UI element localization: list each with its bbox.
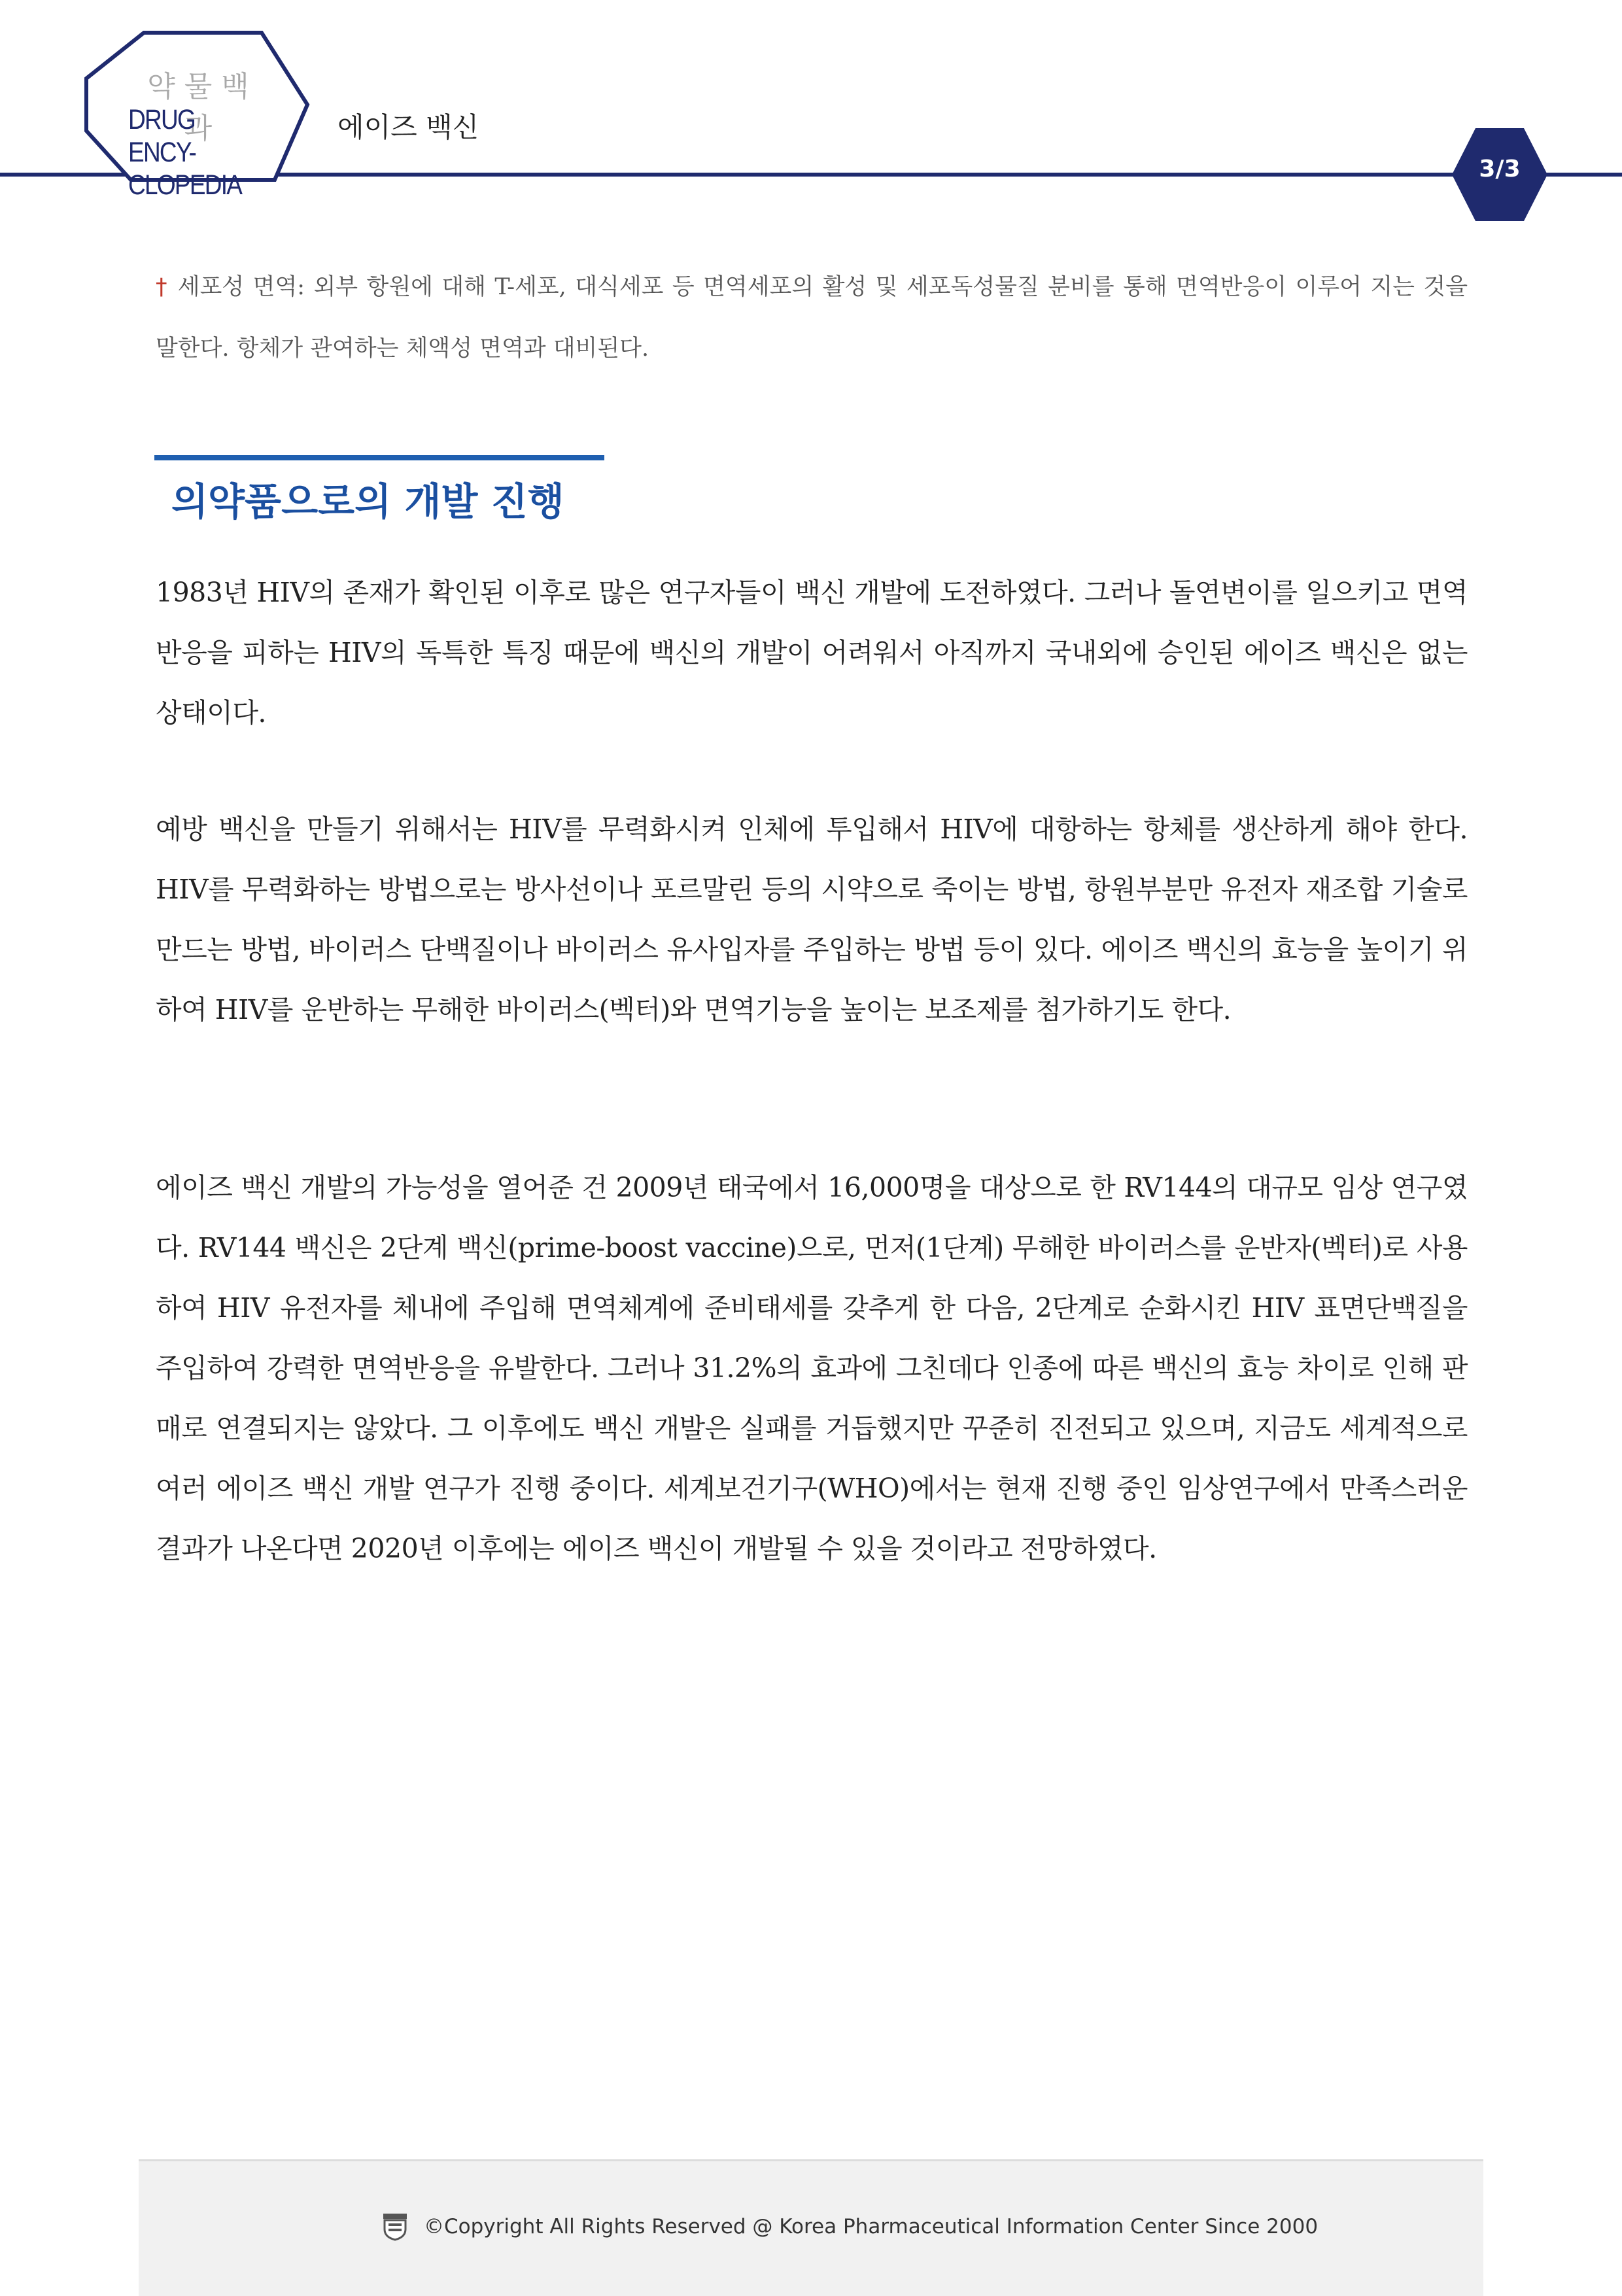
footer [139,2159,1483,2296]
page-indicator: 3/3 [1479,156,1521,182]
body-paragraph-2: 예방 백신을 만들기 위해서는 HIV를 무력화시켜 인체에 투입해서 HIV에 대항하는 항체를 생산하게 해야 한다. HIV를 무력화하는 방법으로는 방사선이나 포르말린 등의 시약으로 죽이는 방법, 항원부분만 유전자 재조합 기술로 만드는 방법, 바이러스 단백질이나 바이러스 유사입자를 주입하는 방법 등이 있다. 에이즈 백신의 효능을 높이기 위하여 HIV를 운반하는 무해한 바이러스(벡터)와 면역기능을 높이는 보조제를 첨가하기도 한다. [156,814,1468,1025]
section-title-bar [154,455,604,460]
copyright-text: ©Copyright All Rights Reserved @ Korea Pharmaceutical Information Center Since 2000 [424,2215,1319,2238]
footnote-text: 세포성 면역: 외부 항원에 대해 T-세포, 대식세포 등 면역세포의 활성 및 세포독성물질 분비를 통해 면역반응이 이루어 지는 것을 말한다. 항체가 관여하는 체액성 면역과 대비된다. [156,274,1468,362]
document-title: 에이즈 백신 [337,111,479,143]
kpic-shield-icon [382,2212,408,2241]
logo-english-line1: DRUG ENCY- [128,104,196,168]
dagger-symbol: † [156,274,169,300]
body-paragraph-3: 에이즈 백신 개발의 가능성을 열어준 건 2009년 태국에서 16,000명을 대상으로 한 RV144의 대규모 임상 연구였다. RV144 백신은 2단계 백신(prime-boost vaccine)으로, 먼저(1단계) 무해한 바이러스를 운반자(벡터)로 사용하여 HIV 유전자를 체내에 주입해 면역체계에 준비태세를 갖추게 한 다음, 2단계로 순화시킨 HIV 표면단백질을 주입하여 강력한 면역반응을 유발한다. 그러나 31.2%의 효과에 그친데다 인종에 따른 백신의 효능 차이로 인해 판매로 연결되지는 않았다. 그 이후에도 백신 개발은 실패를 거듭했지만 꾸준히 진전되고 있으며, 지금도 세계적으로 여러 에이즈 백신 개발 연구가 진행 중이다. 세계보건기구(WHO)에서는 현재 진행 중인 임상연구에서 만족스러운 결과가 나온다면 2020년 이후에는 에이즈 백신이 개발될 수 있을 것이라고 전망하였다. [156,1172,1468,1564]
logo-english-line2: CLOPEDIA [128,169,242,201]
logo-english-text [128,103,258,201]
body-paragraph-1: 1983년 HIV의 존재가 확인된 이후로 많은 연구자들이 백신 개발에 도전하였다. 그러나 돌연변이를 일으키고 면역반응을 피하는 HIV의 독특한 특징 때문에 백신의 개발이 어려워서 아직까지 국내외에 승인된 에이즈 백신은 없는 상태이다. [156,577,1468,728]
footnote [156,256,1468,379]
section-title: 의약품으로의 개발 진행 [171,479,564,524]
logo-korean-text: 약물백과 [147,70,258,145]
